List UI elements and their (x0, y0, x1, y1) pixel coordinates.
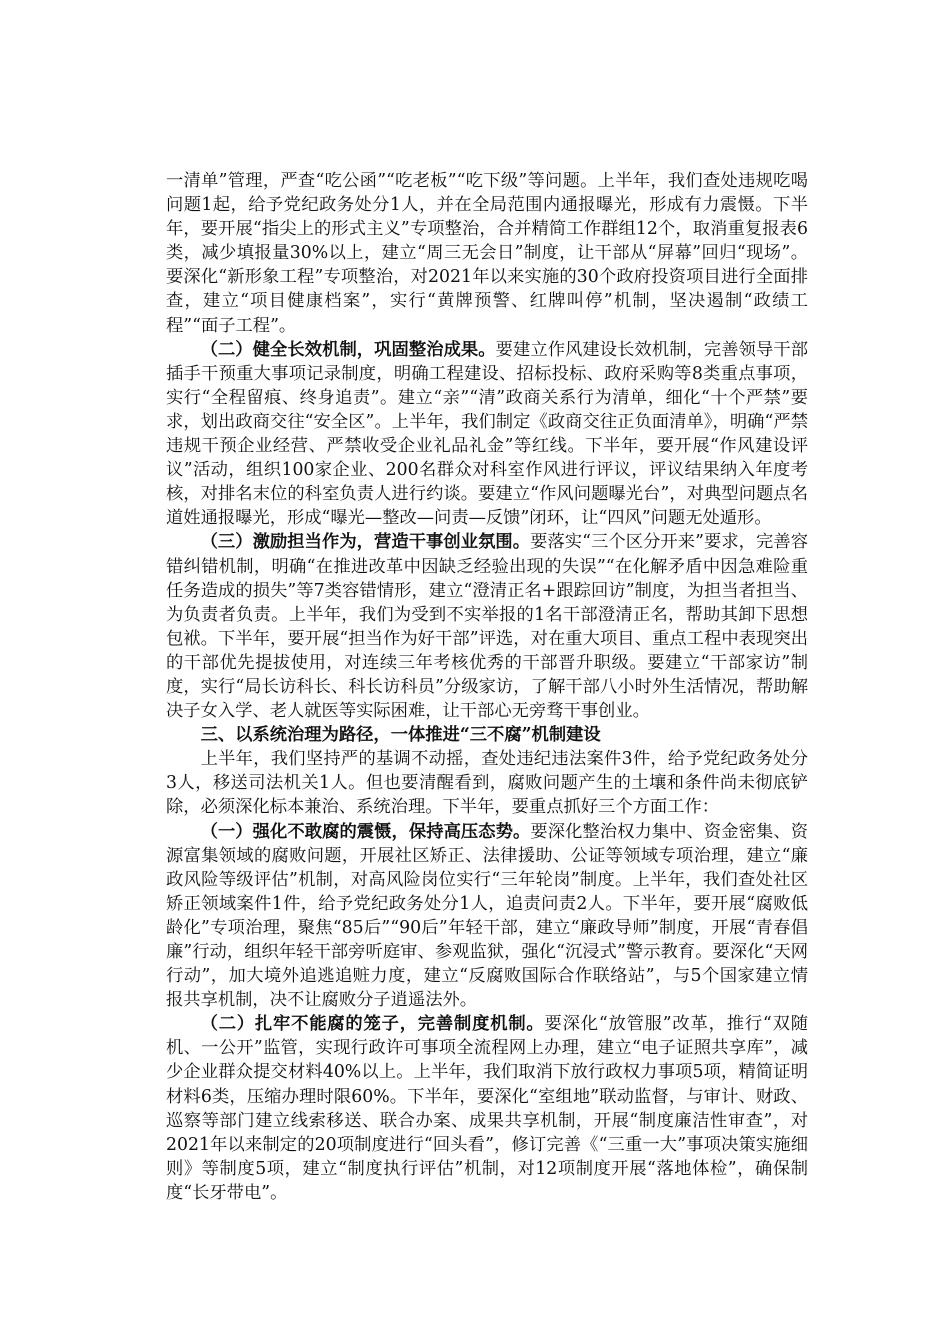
paragraph-lead: （二）健全长效机制，巩固整治成果。 (200, 339, 496, 360)
paragraph-text: 要深化“放管服”改革，推行“双随机、一公开”监管，实现行政许可事项全流程网上办理，建立“电子证照共享库”，减少企业群众提交材料40%以上。上半年，我们取消下放行政权力事项5项，精简证明材料6类，压缩办理时限60%。下半年，要深化“室组地”联动监督，与审计、财政、巡察等部门建立线索移送、联合办案、成果共享机制，开展“制度廉洁性审查”，对2021年以来制定的20项制度进行“回头看”，修订完善《“三重一大”事项决策实施细则》等制度5项，建立“制度执行评估”机制，对12项制度开展“落地体检”，确保制度“长牙带电”。 (166, 1014, 808, 1203)
paragraph-lead: （二）扎牢不能腐的笼子，完善制度机制。 (200, 1014, 545, 1035)
paragraph-section-intro (166, 747, 808, 819)
paragraph-encourage-responsibility (166, 530, 808, 723)
paragraph-lead: （三）激励担当作为，营造干事创业氛围。 (200, 532, 531, 553)
paragraph-text: 要落实“三个区分开来”要求，完善容错纠错机制，明确“在推进改革中因缺乏经验出现的失误”“在化解矛盾中因急难险重任务造成的损失”等7类容错情形，建立“澄清正名+跟踪回访”制度，为担当者担当、为负责者负责。上半年，我们为受到不实举报的1名干部澄清正名，帮助其卸下思想包袱。下半年，要开展“担当作为好干部”评选，对在重大项目、重点工程中表现突出的干部优先提拔使用，对连续三年考核优秀的干部晋升职级。要建立“干部家访”制度，实行“局长访科长、科长访科员”分级家访，了解干部八小时外生活情况，帮助解决子女入学、老人就医等实际困难，让干部心无旁骛干事创业。 (166, 532, 808, 722)
paragraph-continuation (166, 169, 808, 338)
document-body (166, 169, 808, 1205)
paragraph-text: 要建立作风建设长效机制，完善领导干部插手干预重大事项记录制度，明确工程建设、招标投标、政府采购等8类重点事项，实行“全程留痕、终身追责”。建立“亲”“清”政商关系行为清单，细化“十个严禁”要求，划出政商交往“安全区”。上半年，我们制定《政商交往正负面清单》，明确“严禁违规干预企业经营、严禁收受企业礼品礼金”等红线。下半年，要开展“作风建设评议”活动，组织100家企业、200名群众对科室作风进行评议，评议结果纳入年度考核，对排名末位的科室负责人进行约谈。要建立“作风问题曝光台”，对典型问题点名道姓通报曝光，形成“曝光—整改—问责—反馈”闭环，让“四风”问题无处遁形。 (166, 339, 808, 529)
paragraph-text: 上半年，我们坚持严的基调不动摇，查处违纪违法案件3件，给予党纪政务处分3人，移送司法机关1人。但也要清醒看到，腐败问题产生的土壤和条件尚未彻底铲除，必须深化标本兼治、系统治理。下半年，要重点抓好三个方面工作： (166, 749, 808, 818)
paragraph-text: 要深化整治权力集中、资金密集、资源富集领域的腐败问题，开展社区矫正、法律援助、公证等领域专项治理，建立“廉政风险等级评估”机制，对高风险岗位实行“三年轮岗”制度。上半年，我们查处社区矫正领域案件1件，给予党纪政务处分1人，追责问责2人。下半年，要开展“腐败低龄化”专项治理，聚焦“85后”“90后”年轻干部，建立“廉政导师”制度，开展“青春倡廉”行动，组织年轻干部旁听庭审、参观监狱，强化“沉浸式”警示教育。要深化“天网行动”，加大境外追逃追赃力度，建立“反腐败国际合作联络站”，与5个国家建立情报共享机制，决不让腐败分子逍遥法外。 (166, 821, 808, 1011)
paragraph-long-term-mechanism (166, 338, 808, 531)
section-heading: 三、以系统治理为路径，一体推进“三不腐”机制建设 (200, 725, 601, 746)
paragraph-lead: （一）强化不敢腐的震慑，保持高压态势。 (200, 821, 531, 842)
paragraph-text: 一清单”管理，严查“吃公函”“吃老板”“吃下级”等问题。上半年，我们查处违规吃喝问题1起，给予党纪政务处分1人，并在全局范围内通报曝光，形成有力震慑。下半年，要开展“指尖上的形式主义”专项整治，合并精简工作群组12个，取消重复报表6类，减少填报量30%以上，建立“周三无会日”制度，让干部从“屏幕”回归“现场”。要深化“新形象工程”专项整治，对2021年以来实施的30个政府投资项目进行全面排查，建立“项目健康档案”，实行“黄牌预警、红牌叫停”机制，坚决遏制“政绩工程”“面子工程”。 (166, 171, 808, 336)
paragraph-cannot-corrupt (166, 1012, 808, 1205)
paragraph-dare-not-corrupt (166, 820, 808, 1013)
